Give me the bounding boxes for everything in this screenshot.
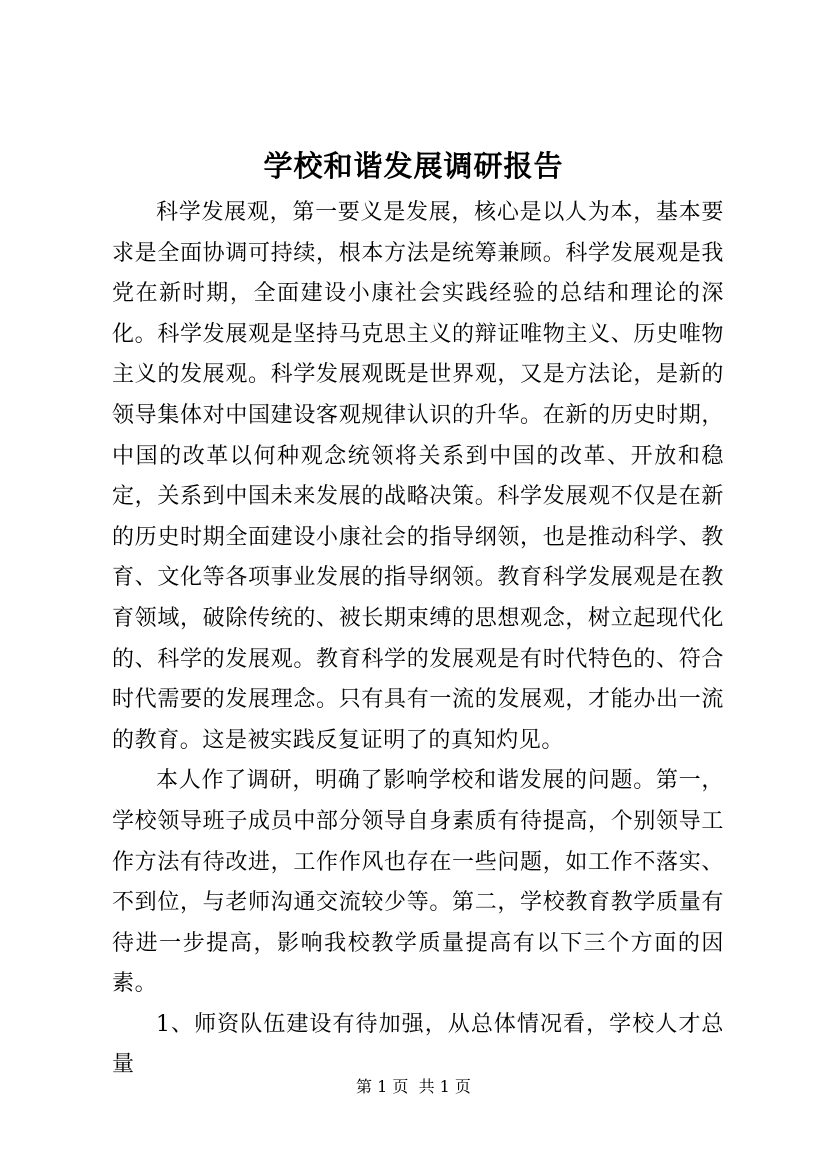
paragraph-3: 1、师资队伍建设有待加强，从总体情况看，学校人才总量 bbox=[112, 1011, 724, 1078]
paragraph-2: 本人作了调研，明确了影响学校和谐发展的问题。第一，学校领导班子成员中部分领导自身素质有待提高，个别领导工作方法有待改进，工作作风也存在一些问题，如工作不落实、不到位，与老师沟通交流较少等。第二，学校教育教学质量有待进一步提高，影响我校教学质量提高有以下三个方面的因素。 bbox=[112, 768, 724, 997]
paragraph-1: 科学发展观，第一要义是发展，核心是以人为本，基本要求是全面协调可持续，根本方法是统筹兼顾。科学发展观是我党在新时期，全面建设小康社会实践经验的总结和理论的深化。科学发展观是坚持马克思主义的辩证唯物主义、历史唯物主义的发展观。科学发展观既是世界观，又是方法论，是新的领导集体对中国建设客观规律认识的升华。在新的历史时期，中国的改革以何种观念统领将关系到中国的改革、开放和稳定，关系到中国未来发展的战略决策。科学发展观不仅是在新的历史时期全面建设小康社会的指导纲领，也是推动科学、教育、文化等各项事业发展的指导纲领。教育科学发展观是在教育领域，破除传统的、被长期束缚的思想观念，树立起现代化的、科学的发展观。教育科学的发展观是有时代特色的、符合时代需要的发展理念。只有具有一流的发展观，才能办出一流的教育。这是被实践反复证明了的真知灼见。 bbox=[112, 200, 724, 753]
page-footer bbox=[0, 1076, 827, 1098]
document-title: 学校和谐发展调研报告 bbox=[263, 149, 564, 183]
document-body bbox=[112, 193, 724, 1086]
page-number-label: 第 1 页 共 1 页 bbox=[356, 1077, 471, 1096]
